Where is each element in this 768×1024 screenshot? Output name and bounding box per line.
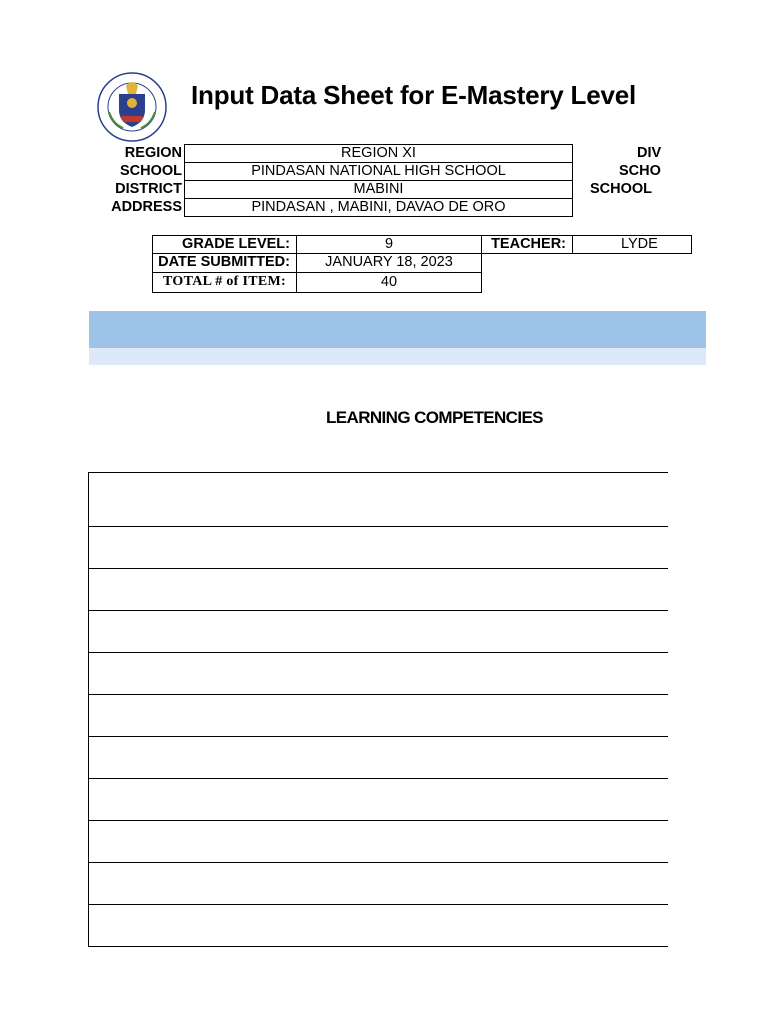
region-label: REGION xyxy=(124,145,182,161)
grade-level-label: GRADE LEVEL: xyxy=(152,235,297,254)
grade-level-field: 9 xyxy=(296,235,482,254)
deped-seal-icon xyxy=(93,72,171,142)
date-submitted-label-text: DATE SUBMITTED: xyxy=(158,254,290,270)
date-submitted-label xyxy=(152,253,297,273)
table-left-border xyxy=(88,472,89,947)
table-row-line xyxy=(88,946,668,947)
total-items-field: 40 xyxy=(296,272,482,293)
header-band xyxy=(89,311,706,348)
school-id-label: SCHO xyxy=(619,163,661,179)
subheader-band xyxy=(89,348,706,365)
total-items-label: TOTAL # of ITEM: xyxy=(152,272,297,293)
division-label: DIV xyxy=(637,145,662,161)
table-row-line xyxy=(88,694,668,695)
table-row-line xyxy=(88,904,668,905)
table-row-line xyxy=(88,778,668,779)
page-title: Input Data Sheet for E-Mastery Level xyxy=(191,80,637,110)
school-head-label: SCHOOL xyxy=(590,181,653,197)
table-row-line xyxy=(88,736,668,737)
school-label: SCHOOL xyxy=(119,163,182,179)
school-field: PINDASAN NATIONAL HIGH SCHOOL xyxy=(184,162,573,181)
table-row-line xyxy=(88,862,668,863)
competencies-table xyxy=(88,472,668,947)
table-row-line xyxy=(88,472,668,473)
region-field: REGION XI xyxy=(184,144,573,163)
table-row-line xyxy=(88,652,668,653)
district-label: DISTRICT xyxy=(115,181,182,197)
table-row-line xyxy=(88,526,668,527)
district-field: MABINI xyxy=(184,180,573,199)
table-row-line xyxy=(88,820,668,821)
teacher-label: TEACHER: xyxy=(481,235,573,254)
address-field: PINDASAN , MABINI, DAVAO DE ORO xyxy=(184,198,573,217)
table-row-line xyxy=(88,610,668,611)
teacher-field: LYDE xyxy=(572,235,692,254)
table-row-line xyxy=(88,568,668,569)
address-label: ADDRESS xyxy=(111,199,182,215)
learning-competencies-heading: LEARNING COMPETENCIES xyxy=(326,408,543,427)
date-submitted-field: JANUARY 18, 2023 xyxy=(296,253,482,273)
